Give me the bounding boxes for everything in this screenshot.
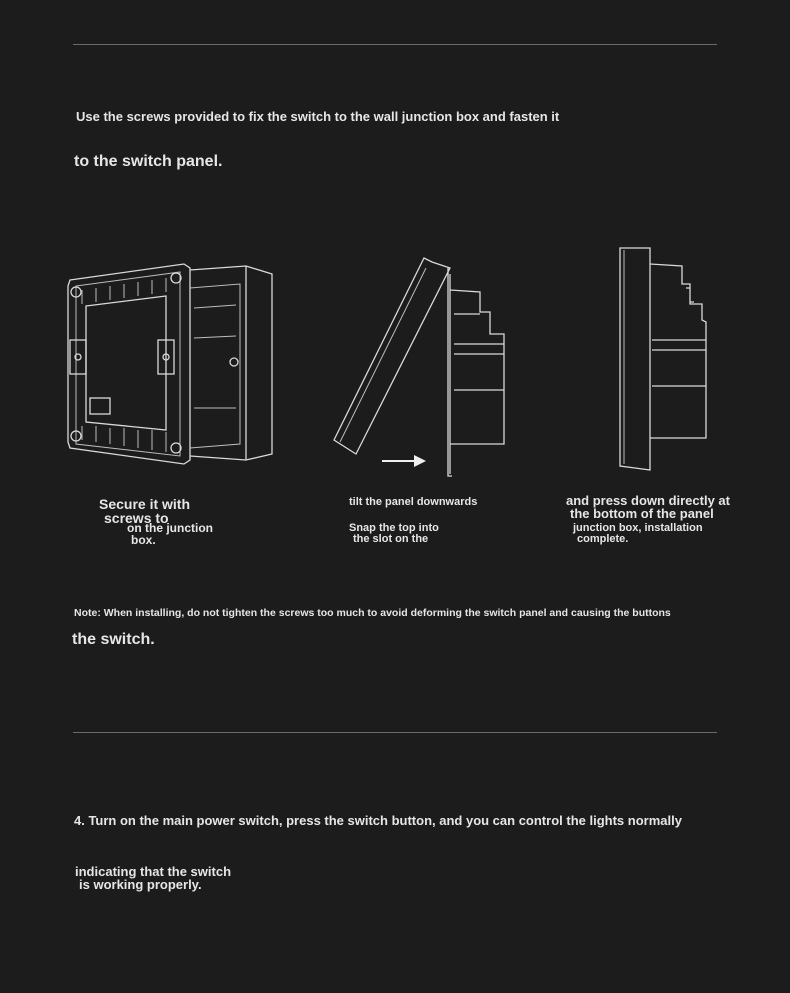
right-arrow-icon [380, 453, 430, 469]
step1-line-2: screws to [104, 510, 169, 526]
intro-line-2: to the switch panel. [74, 153, 223, 170]
final-line-1: 4. Turn on the main power switch, press the switch button, and you can control the lights normally [74, 813, 682, 828]
step3-line-3: junction box, installation [573, 522, 703, 534]
step3-line-4: complete. [577, 533, 629, 545]
step1-line-4: box. [131, 533, 156, 547]
step2-line-2: Snap the top into [349, 522, 439, 534]
step3-line-1: and press down directly at [566, 493, 730, 508]
panel-tilt-illustration [330, 254, 530, 484]
mounting-frame-with-junction-box-illustration [64, 258, 284, 478]
final-line-3: is working properly. [79, 877, 202, 892]
intro-line-1: Use the screws provided to fix the switch to the wall junction box and fasten it [76, 109, 560, 124]
step1-line-1: Secure it with [99, 496, 191, 512]
bottom-divider [73, 732, 717, 733]
step1-line-3: on the junction [127, 521, 213, 535]
step2-line-1: tilt the panel downwards [349, 496, 478, 508]
note-line-2: the switch. [72, 631, 155, 648]
final-line-2: indicating that the switch [75, 864, 232, 879]
top-divider [73, 44, 717, 45]
step2-line-3: the slot on the [353, 533, 429, 545]
step3-line-2: the bottom of the panel [570, 506, 714, 521]
note-line-1: Note: When installing, do not tighten the screws too much to avoid deforming the switch panel and causing the buttons [74, 607, 671, 619]
panel-installed-illustration [616, 244, 726, 474]
